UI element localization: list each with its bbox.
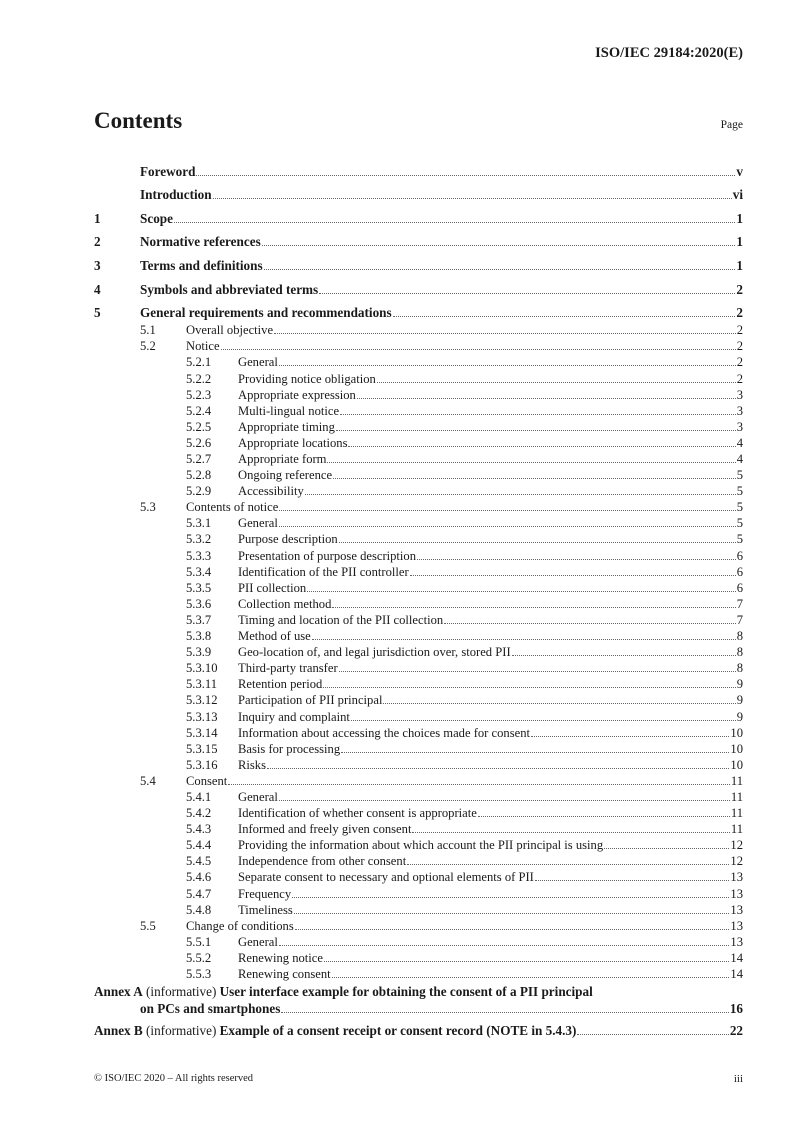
toc-entry-number: 5.2.4 bbox=[186, 403, 212, 418]
page-number: iii bbox=[733, 1073, 743, 1085]
toc-entry[interactable] bbox=[94, 403, 743, 419]
toc-annex-a[interactable] bbox=[94, 984, 743, 1017]
toc-entry-number: 5.2.8 bbox=[186, 468, 212, 483]
dot-leader bbox=[295, 928, 730, 930]
toc-entry-title: Identification of the PII controller bbox=[238, 564, 409, 579]
toc-entry-number: 5.3.2 bbox=[186, 532, 212, 547]
toc-entry[interactable] bbox=[94, 547, 743, 563]
toc-entry-title: Collection method bbox=[238, 596, 332, 611]
dot-leader bbox=[279, 799, 730, 801]
toc-entry-page: 2 bbox=[736, 339, 743, 354]
dot-leader bbox=[319, 292, 735, 294]
toc-entry-title: Timeliness bbox=[238, 902, 293, 917]
toc-entry-title: Appropriate form bbox=[238, 452, 327, 466]
dot-leader bbox=[279, 944, 730, 946]
toc-entry-number: 5.2.9 bbox=[186, 484, 212, 499]
dot-leader bbox=[341, 751, 729, 753]
dot-leader bbox=[294, 912, 730, 914]
toc-entry-page: 7 bbox=[736, 612, 743, 627]
toc-entry-title: Identification of whether consent is appropriate bbox=[238, 806, 477, 821]
annex-page: 16 bbox=[729, 1001, 743, 1016]
toc-entry-number: 5.3.16 bbox=[186, 757, 218, 772]
dot-leader bbox=[383, 702, 735, 704]
dot-leader bbox=[340, 413, 736, 415]
dot-leader bbox=[478, 815, 730, 817]
dot-leader bbox=[279, 525, 736, 527]
toc-entry-number: 5.3.14 bbox=[186, 725, 218, 740]
annex-title: User interface example for obtaining the consent of a PII principal bbox=[219, 984, 593, 999]
toc-entry-page: 3 bbox=[736, 387, 743, 402]
toc-entry-number: 3 bbox=[94, 257, 101, 273]
toc-entry-number: 5.4.3 bbox=[186, 822, 212, 837]
dot-leader bbox=[267, 767, 729, 769]
toc-entry-title: Ongoing reference bbox=[238, 468, 333, 483]
page-column-label: Page bbox=[720, 119, 743, 131]
toc-entry-title: Overall objective bbox=[186, 323, 274, 338]
dot-leader bbox=[412, 831, 729, 833]
toc-entry-title: General bbox=[238, 516, 278, 531]
dot-leader bbox=[444, 622, 736, 624]
toc-entry-number: 5.3.3 bbox=[186, 548, 212, 563]
toc-entry-title: Multi-lingual notice bbox=[238, 403, 340, 418]
toc-entry-number: 5.4.8 bbox=[186, 902, 212, 917]
toc-entry-number: 5.2.5 bbox=[186, 419, 212, 434]
toc-entry-page: v bbox=[736, 163, 743, 179]
dot-leader bbox=[333, 477, 736, 479]
toc-entry-title: Appropriate expression bbox=[238, 387, 356, 402]
toc-entry-title: Appropriate timing bbox=[238, 419, 335, 434]
toc-entry[interactable] bbox=[94, 451, 743, 467]
dot-leader bbox=[531, 735, 729, 737]
toc-entry-page: 14 bbox=[730, 967, 743, 981]
toc-entry-number: 5.2.7 bbox=[186, 452, 212, 466]
dot-leader bbox=[174, 221, 735, 223]
toc-entry-title: Symbols and abbreviated terms bbox=[140, 281, 319, 297]
toc-entry-title: Contents of notice bbox=[186, 500, 279, 515]
toc-entry-number: 5.3.10 bbox=[186, 661, 218, 676]
toc-entry-title: Consent bbox=[186, 773, 228, 788]
toc-entry[interactable] bbox=[94, 934, 743, 950]
dot-leader bbox=[339, 670, 736, 672]
toc-entry-page: 1 bbox=[736, 210, 743, 226]
toc-entry-number: 2 bbox=[94, 234, 101, 250]
toc-entry-number: 5.2.1 bbox=[186, 355, 212, 370]
toc-entry-page: 1 bbox=[736, 234, 743, 250]
annex-title-continued: on PCs and smartphones bbox=[140, 1001, 281, 1016]
dot-leader bbox=[327, 461, 735, 463]
dot-leader bbox=[351, 719, 736, 721]
toc-entry[interactable] bbox=[94, 789, 743, 805]
toc-entry-title: Basis for processing bbox=[238, 741, 341, 756]
toc-entry[interactable] bbox=[94, 708, 743, 724]
toc-entry-page: 1 bbox=[736, 257, 743, 273]
toc-entry-title: Third-party transfer bbox=[238, 661, 338, 676]
toc-entry-page: 10 bbox=[730, 725, 743, 740]
toc-entry-title: Information about accessing the choices made for consent bbox=[238, 725, 530, 740]
dot-leader bbox=[279, 364, 736, 366]
dot-leader bbox=[264, 268, 736, 270]
dot-leader bbox=[196, 174, 735, 176]
toc-entry-title: Inquiry and complaint bbox=[238, 709, 350, 724]
toc-entry-number: 5.3.15 bbox=[186, 741, 218, 756]
dot-leader bbox=[292, 896, 729, 898]
toc-entry-title: General bbox=[238, 934, 278, 949]
toc-entry[interactable] bbox=[94, 902, 743, 918]
toc-entry[interactable] bbox=[94, 660, 743, 676]
toc-entry-number: 5.3.13 bbox=[186, 709, 218, 724]
toc-entry-page: 2 bbox=[736, 355, 743, 370]
page-title: Contents bbox=[94, 108, 183, 133]
dot-leader bbox=[274, 332, 736, 334]
toc-entry[interactable] bbox=[94, 596, 743, 612]
toc-entry-page: 8 bbox=[736, 645, 743, 660]
toc-entry[interactable] bbox=[94, 869, 743, 885]
annex-label: Annex B bbox=[94, 1023, 143, 1038]
dot-leader bbox=[339, 541, 736, 543]
toc-entry-title: Scope bbox=[140, 210, 173, 226]
toc-entry[interactable] bbox=[94, 322, 743, 338]
toc-entry[interactable] bbox=[94, 387, 743, 403]
dot-leader bbox=[281, 1011, 728, 1013]
toc-entry[interactable] bbox=[94, 467, 743, 483]
toc-entry[interactable] bbox=[94, 499, 743, 515]
toc-entry-page: 9 bbox=[736, 693, 743, 708]
toc-entry-title: Informed and freely given consent bbox=[238, 822, 412, 837]
toc-entry-page: 7 bbox=[736, 596, 743, 611]
dot-leader bbox=[348, 445, 735, 447]
dot-leader bbox=[262, 244, 736, 246]
dot-leader bbox=[279, 509, 735, 511]
toc-entry[interactable] bbox=[94, 885, 743, 901]
toc-entry-page: 2 bbox=[736, 323, 743, 338]
toc-entry[interactable] bbox=[94, 354, 743, 370]
toc-entry-number: 5.2.6 bbox=[186, 435, 212, 450]
toc-entry[interactable] bbox=[94, 644, 743, 660]
dot-leader bbox=[221, 348, 736, 350]
toc-entry-number: 5.4.5 bbox=[186, 854, 212, 869]
toc-entry-title: Frequency bbox=[238, 886, 292, 901]
dot-leader bbox=[305, 493, 736, 495]
toc-entry-number: 5.3.4 bbox=[186, 564, 212, 579]
toc-entry-number: 5.5.2 bbox=[186, 950, 212, 965]
toc-entry-number: 5.2.3 bbox=[186, 387, 212, 402]
toc-entry[interactable] bbox=[94, 612, 743, 628]
toc-entry-page: 8 bbox=[736, 629, 743, 644]
toc-entry[interactable] bbox=[94, 805, 743, 821]
toc-entry-title: General requirements and recommendations bbox=[140, 305, 392, 321]
toc-entry[interactable] bbox=[94, 628, 743, 644]
toc-entry[interactable] bbox=[94, 298, 743, 322]
toc-entry-title: Terms and definitions bbox=[140, 257, 263, 273]
toc-entry-page: 12 bbox=[730, 854, 743, 869]
toc-entry-page: 13 bbox=[730, 902, 743, 917]
toc-entry-title: Separate consent to necessary and optional elements of PII bbox=[238, 870, 534, 885]
annex-title: Example of a consent receipt or consent record (NOTE in 5.4.3) bbox=[219, 1023, 577, 1038]
toc-entry-page: 11 bbox=[730, 822, 743, 837]
dot-leader bbox=[312, 638, 736, 640]
toc-entry[interactable] bbox=[94, 853, 743, 869]
toc-entry[interactable] bbox=[94, 156, 743, 180]
toc-entry-page: 5 bbox=[736, 516, 743, 531]
toc-entry-number: 5.4.6 bbox=[186, 870, 212, 885]
toc-entry[interactable] bbox=[94, 483, 743, 499]
toc-entry[interactable] bbox=[94, 950, 743, 966]
toc-entry-title: Appropriate locations bbox=[238, 435, 348, 450]
dot-leader bbox=[577, 1033, 728, 1035]
toc-entry-page: 2 bbox=[736, 281, 743, 297]
annex-type: (informative) bbox=[146, 984, 217, 999]
toc-entry-page: vi bbox=[732, 187, 743, 203]
toc-entry-title: General bbox=[238, 789, 278, 804]
dot-leader bbox=[604, 847, 729, 849]
dot-leader bbox=[535, 879, 730, 881]
toc-entry[interactable] bbox=[94, 966, 743, 982]
toc-entry-number: 5.4.2 bbox=[186, 806, 212, 821]
toc-entry-title: Participation of PII principal bbox=[238, 693, 383, 708]
toc-entry-number: 5.2.2 bbox=[186, 371, 212, 386]
toc-entry[interactable] bbox=[94, 274, 743, 298]
toc-entry-page: 5 bbox=[736, 484, 743, 499]
toc-entry[interactable] bbox=[94, 821, 743, 837]
toc-entry-page: 13 bbox=[730, 918, 743, 933]
toc-entry-title: Accessibility bbox=[238, 484, 304, 499]
toc-entry-number: 5.1 bbox=[140, 323, 156, 338]
toc-entry-number: 4 bbox=[94, 281, 101, 297]
toc-entry-title: Independence from other consent bbox=[238, 854, 407, 869]
toc-entry[interactable] bbox=[94, 203, 743, 227]
toc-entry-page: 10 bbox=[730, 741, 743, 756]
toc-entry[interactable] bbox=[94, 676, 743, 692]
toc-entry-page: 11 bbox=[730, 789, 743, 804]
dot-leader bbox=[410, 574, 736, 576]
dot-leader bbox=[332, 976, 730, 978]
toc-entry-number: 5.4.7 bbox=[186, 886, 212, 901]
toc-entry[interactable] bbox=[94, 180, 743, 204]
toc-entry-number: 5.3.1 bbox=[186, 516, 212, 531]
toc-annex-b[interactable] bbox=[94, 1022, 743, 1039]
toc-entry-title: Presentation of purpose description bbox=[238, 548, 417, 563]
toc-entry-page: 2 bbox=[736, 305, 743, 321]
toc-entry-page: 5 bbox=[736, 468, 743, 483]
dot-leader bbox=[228, 783, 730, 785]
toc-entry-number: 5.5.1 bbox=[186, 934, 212, 949]
toc-entry-number: 5.2 bbox=[140, 339, 156, 354]
toc-entry-page: 5 bbox=[736, 500, 743, 515]
toc-entry-number: 5.3.12 bbox=[186, 693, 218, 708]
toc-entry[interactable] bbox=[94, 757, 743, 773]
toc-entry-number: 5.3.7 bbox=[186, 612, 212, 627]
toc-entry-number: 5.5.3 bbox=[186, 967, 212, 981]
toc-entry-number: 5.5 bbox=[140, 918, 156, 933]
toc-entry-title: General bbox=[238, 355, 278, 370]
toc-entry-number: 5.3.11 bbox=[186, 677, 218, 692]
dot-leader bbox=[393, 315, 736, 317]
toc-entry-page: 11 bbox=[730, 773, 743, 788]
toc-entry[interactable] bbox=[94, 773, 743, 789]
toc-entry-title: Normative references bbox=[140, 234, 261, 250]
dot-leader bbox=[213, 197, 732, 199]
toc-entry-number: 1 bbox=[94, 210, 101, 226]
toc-entry-page: 13 bbox=[730, 870, 743, 885]
toc-entry[interactable] bbox=[94, 370, 743, 386]
toc-entry-title: Renewing consent bbox=[238, 967, 331, 981]
toc-entry-title: Introduction bbox=[140, 187, 212, 203]
toc-entry[interactable] bbox=[94, 837, 743, 853]
document-id: ISO/IEC 29184:2020(E) bbox=[595, 45, 743, 61]
toc-entry[interactable] bbox=[94, 564, 743, 580]
toc-entry-title: Foreword bbox=[140, 163, 196, 179]
toc-entry-number: 5.4 bbox=[140, 773, 156, 788]
toc-entry-page: 6 bbox=[736, 580, 743, 595]
dot-leader bbox=[512, 654, 736, 656]
toc-entry-page: 5 bbox=[736, 532, 743, 547]
toc-entry-title: Risks bbox=[238, 757, 266, 772]
toc-entry[interactable] bbox=[94, 227, 743, 251]
toc-entry-page: 2 bbox=[736, 371, 743, 386]
toc-entry[interactable] bbox=[94, 725, 743, 741]
toc-entry-number: 5.3.6 bbox=[186, 596, 212, 611]
toc-entry-page: 10 bbox=[730, 757, 743, 772]
toc-entry-number: 5.3 bbox=[140, 500, 156, 515]
toc-entry-page: 4 bbox=[736, 452, 743, 466]
toc-entry-page: 9 bbox=[736, 709, 743, 724]
toc-entry[interactable] bbox=[94, 918, 743, 934]
dot-leader bbox=[307, 590, 736, 592]
toc-entry-page: 3 bbox=[736, 419, 743, 434]
toc-entry[interactable] bbox=[94, 580, 743, 596]
toc-entry-page: 6 bbox=[736, 564, 743, 579]
toc-entry-page: 3 bbox=[736, 403, 743, 418]
table-of-contents bbox=[94, 156, 743, 982]
toc-entry-title: Renewing notice bbox=[238, 950, 323, 965]
toc-entry-page: 4 bbox=[736, 435, 743, 450]
toc-entry[interactable] bbox=[94, 741, 743, 757]
toc-entry-title: Retention period bbox=[238, 677, 323, 692]
dot-leader bbox=[324, 960, 729, 962]
toc-entry[interactable] bbox=[94, 435, 743, 451]
toc-entry-page: 13 bbox=[730, 934, 743, 949]
toc-entry-page: 11 bbox=[730, 806, 743, 821]
dot-leader bbox=[332, 606, 735, 608]
dot-leader bbox=[336, 429, 736, 431]
toc-entry-number: 5.3.9 bbox=[186, 645, 212, 660]
copyright-footer: © ISO/IEC 2020 – All rights reserved bbox=[94, 1073, 254, 1084]
toc-entry-page: 12 bbox=[730, 838, 743, 853]
toc-entry-title: PII collection bbox=[238, 580, 307, 595]
toc-entry-number: 5 bbox=[94, 305, 101, 321]
toc-entry-title: Purpose description bbox=[238, 532, 338, 547]
annex-label: Annex A bbox=[94, 984, 143, 999]
toc-entry-title: Method of use bbox=[238, 629, 311, 644]
dot-leader bbox=[377, 381, 736, 383]
toc-entry-title: Change of conditions bbox=[186, 918, 294, 933]
dot-leader bbox=[417, 558, 736, 560]
toc-entry-title: Notice bbox=[186, 339, 220, 354]
toc-entry[interactable] bbox=[94, 515, 743, 531]
toc-entry[interactable] bbox=[94, 531, 743, 547]
annex-type: (informative) bbox=[146, 1023, 217, 1038]
toc-entry-title: Providing the information about which account the PII principal is using bbox=[238, 838, 604, 853]
toc-entry[interactable] bbox=[94, 250, 743, 274]
toc-entry-page: 6 bbox=[736, 548, 743, 563]
annex-page: 22 bbox=[729, 1023, 743, 1038]
dot-leader bbox=[357, 397, 736, 399]
dot-leader bbox=[407, 863, 729, 865]
toc-entry-page: 14 bbox=[730, 950, 743, 965]
toc-entry-page: 13 bbox=[730, 886, 743, 901]
toc-entry-number: 5.3.8 bbox=[186, 629, 212, 644]
toc-entry-number: 5.4.4 bbox=[186, 838, 212, 853]
toc-entry-number: 5.3.5 bbox=[186, 580, 212, 595]
dot-leader bbox=[323, 686, 735, 688]
toc-entry-page: 9 bbox=[736, 677, 743, 692]
toc-entry-title: Providing notice obligation bbox=[238, 371, 376, 386]
toc-entry-title: Geo-location of, and legal jurisdiction over, stored PII bbox=[238, 645, 511, 660]
toc-entry[interactable] bbox=[94, 419, 743, 435]
toc-entry-page: 8 bbox=[736, 661, 743, 676]
toc-entry-number: 5.4.1 bbox=[186, 789, 212, 804]
toc-entry[interactable] bbox=[94, 692, 743, 708]
toc-entry-title: Timing and location of the PII collection bbox=[238, 612, 444, 627]
toc-entry[interactable] bbox=[94, 338, 743, 354]
